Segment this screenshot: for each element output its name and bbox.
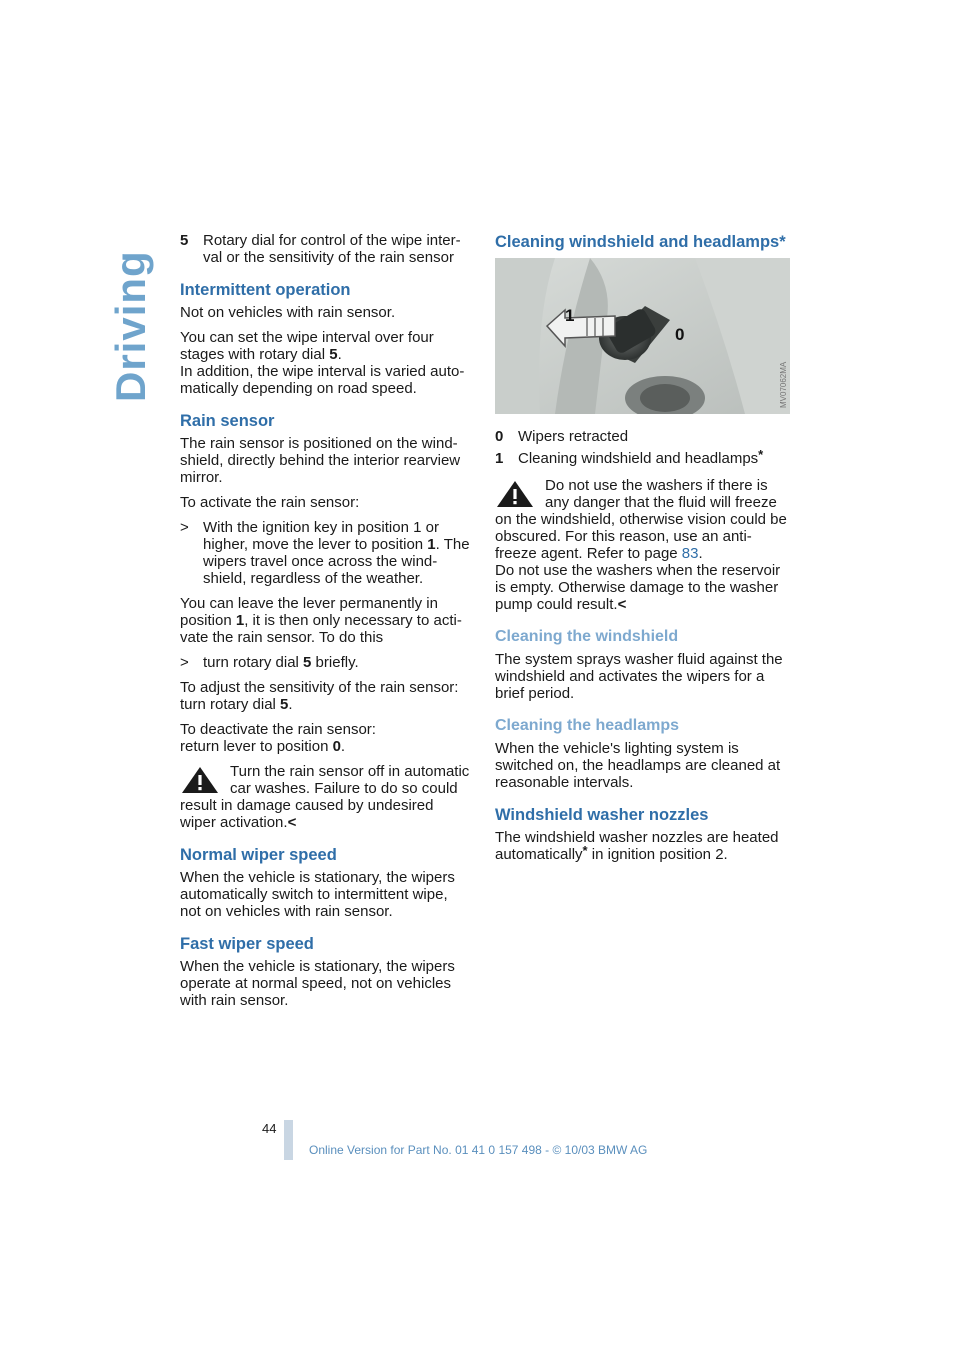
side-title-text: Driving [107,250,154,402]
item-number: 0 [495,428,504,445]
wiper-lever-illustration [495,258,790,414]
dial-ref: 5 [329,346,338,363]
text: To deactivate the rain sensor: [180,721,376,738]
warning-text: Do not use the washers when the reservoir is empty. Otherwise damage to the washer pump could result. [495,562,781,613]
page-link[interactable]: 83 [681,545,699,562]
paragraph [180,679,472,713]
text: , it is then only necessary to acti-vate the rain sensor. To do this [180,612,462,646]
warning-text: Turn the rain sensor off in automatic car washes. Failure to do so could result in damage caused by undesired wiper activation. [180,763,470,831]
text: With the ignition key in position 1 or higher, move the lever to position [203,519,439,553]
text: You can leave the lever permanently in position [180,595,438,629]
paragraph [180,595,472,646]
heading-fast-wiper-speed: Fast wiper speed [180,935,314,953]
left-column [180,232,472,1017]
footer-copyright: Online Version for Part No. 01 41 0 157 498 - © 10/03 BMW AG [309,1143,648,1157]
position-ref: 1 [235,612,245,629]
warning-icon [180,765,220,795]
warning-text: Do not use the washers if there is any danger that the fluid will freeze on the windshield, otherwise vision could be obscured. For this reason, use an anti-freeze agent. Refer to page [495,477,787,562]
dial-ref: 5 [303,654,312,671]
optional-star: * [582,843,588,858]
position-ref: 1 [427,536,436,553]
warning-icon [495,479,535,509]
item-number: 1 [495,450,504,467]
right-column [495,232,790,871]
warning-note [495,477,790,613]
bullet-marker: > [180,519,189,536]
text: briefly. [311,654,359,671]
item-text: Wipers retracted [518,428,629,445]
paragraph: The system sprays washer fluid against the windshield and activates the wipers for a brief period. [495,651,783,702]
heading-windshield-washer-nozzles: Windshield washer nozzles [495,806,709,824]
bullet-marker: > [180,654,189,671]
item-text: Rotary dial for control of the wipe inter-val or the sensitivity of the rain sensor [203,232,461,266]
list-item [180,519,472,587]
paragraph: When the vehicle is stationary, the wipers operate at normal speed, not on vehicles with rain sensor. [180,958,455,1009]
item-number: 5 [180,232,189,249]
heading-intermittent-operation: Intermittent operation [180,281,351,299]
paragraph: When the vehicle is stationary, the wipers automatically switch to intermittent wipe, not on vehicles with rain sensor. [180,869,455,920]
text: . [340,738,346,755]
heading-cleaning-the-windshield: Cleaning the windshield [495,628,679,645]
page-number: 44 [262,1121,277,1136]
end-marker: < [617,596,627,613]
text: . [288,696,293,713]
bullet-text [203,519,472,587]
heading-cleaning-the-headlamps: Cleaning the headlamps [495,717,680,734]
paragraph: To activate the rain sensor: [180,494,360,511]
image-code: MV07062MA [779,361,788,408]
label-position-1: 1 [565,306,575,325]
wiper-lever-photo [495,258,790,414]
text: . [698,545,703,562]
list-item [180,654,472,671]
list-item [180,232,472,266]
paragraph: Not on vehicles with rain sensor. [180,304,396,321]
section-side-title [106,232,166,402]
optional-star: * [758,447,764,462]
heading-normal-wiper-speed: Normal wiper speed [180,846,337,864]
text: . The wipers travel once across the wind-shield, regardless of the weather. [203,536,470,587]
footer-divider [284,1120,293,1160]
paragraph [180,721,472,755]
list-item [495,428,790,445]
paragraph: The rain sensor is positioned on the wind-shield, directly behind the interior rearview mirror. [180,435,461,486]
position-ref: 0 [332,738,341,755]
warning-note [180,763,472,831]
text: You can set the wipe interval over four stages with rotary dial [180,329,434,363]
dial-ref: 5 [280,696,289,713]
text: The windshield washer nozzles are heated automatically [495,829,779,863]
bullet-text [203,654,359,671]
text: . [337,346,342,363]
list-item [495,447,790,467]
item-text [518,447,764,467]
label-position-0: 0 [675,325,685,344]
paragraph: When the vehicle's lighting system is switched on, the headlamps are cleaned at reasonable intervals. [495,740,781,791]
paragraph: In addition, the wipe interval is varied auto-matically depending on road speed. [180,363,465,397]
text: Cleaning windshield and headlamps [518,450,759,467]
heading-cleaning-windshield-headlamps: Cleaning windshield and headlamps* [495,233,786,251]
text: return lever to position [180,738,333,755]
paragraph [495,829,790,863]
heading-rain-sensor: Rain sensor [180,412,275,430]
paragraph [180,329,472,363]
text: in ignition position 2. [587,846,728,863]
end-marker: < [287,814,297,831]
text: To adjust the sensitivity of the rain sensor: turn rotary dial [180,679,459,713]
text: turn rotary dial [203,654,304,671]
